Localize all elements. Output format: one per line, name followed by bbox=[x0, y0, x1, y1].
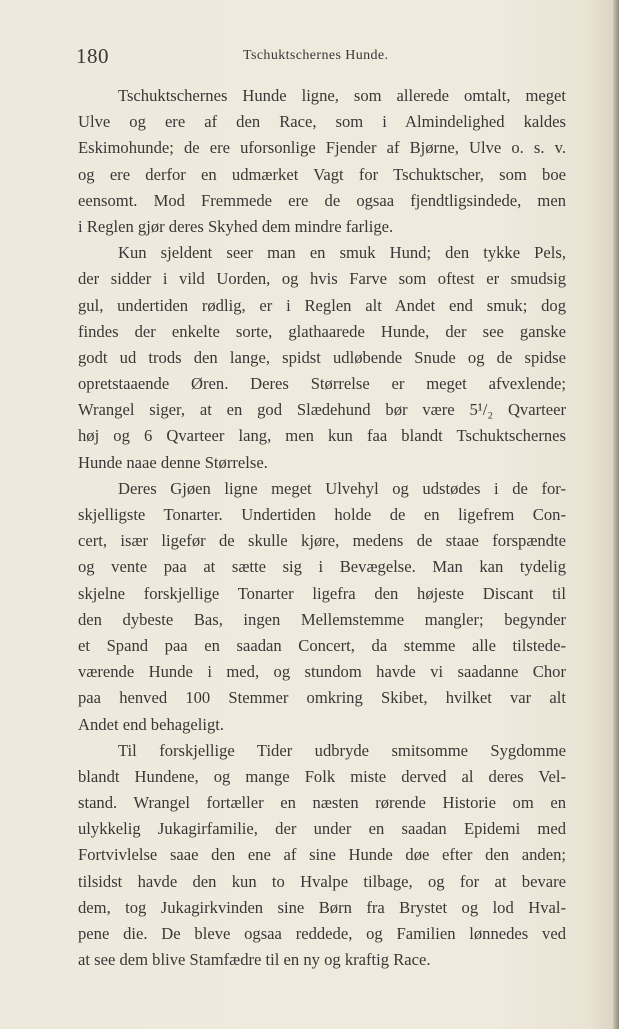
text-line: værende Hunde i med, og stundom havde vi saadanne Chor bbox=[78, 662, 566, 682]
paragraph bbox=[78, 738, 566, 974]
paragraph bbox=[78, 83, 566, 240]
text-line: Hunde naae denne Størrelse. bbox=[78, 452, 268, 472]
text-line: blandt Hundene, og mange Folk miste derved al deres Vel- bbox=[78, 766, 566, 786]
text-line: og ere derfor en udmærket Vagt for Tschuktscher, som boe bbox=[78, 164, 566, 184]
page-number: 180 bbox=[76, 44, 109, 68]
text-line: et Spand paa en saadan Concert, da stemme alle tilstede- bbox=[78, 635, 566, 655]
text-line: eensomt. Mod Fremmede ere de ogsaa fjendtligsindede, men bbox=[78, 190, 566, 210]
body-text bbox=[78, 83, 566, 973]
text-line: skjelne forskjellige Tonarter ligefra den højeste Discant til bbox=[78, 583, 566, 603]
page-edge bbox=[613, 0, 619, 1029]
text-line: i Reglen gjør deres Skyhed dem mindre farlige. bbox=[78, 216, 394, 236]
text-line: findes der enkelte sorte, glathaarede Hunde, der see ganske bbox=[78, 321, 566, 341]
page-header bbox=[0, 44, 619, 70]
text-line: Tschuktschernes Hunde ligne, som allerede omtalt, meget bbox=[118, 86, 566, 105]
text-line: stand. Wrangel fortæller en næsten rørende Historie om en bbox=[78, 793, 566, 813]
text-line: Kun sjeldent seer man en smuk Hund; den tykke Pels, bbox=[118, 243, 566, 263]
text-line: opretstaaende Øren. Deres Størrelse er meget afvexlende; bbox=[78, 374, 566, 394]
paragraph bbox=[78, 476, 566, 738]
text-line: cert, især ligefør de skulle kjøre, medens de staae forspændte bbox=[78, 531, 566, 551]
text-line: Fortvivlelse saae den ene af sine Hunde døe efter den anden; bbox=[78, 845, 566, 865]
text-line: gul, undertiden rødlig, er i Reglen alt Andet end smuk; dog bbox=[78, 295, 566, 315]
text-line: skjelligste Tonarter. Undertiden holde de en ligefrem Con- bbox=[78, 505, 566, 524]
text-line: paa henved 100 Stemmer omkring Skibet, hvilket var alt bbox=[78, 688, 566, 708]
text-line: og vente paa at sætte sig i Bevægelse. Man kan tydelig bbox=[78, 557, 566, 577]
text-line: Wrangel siger, at en god Slædehund bør være 5¹/₂ Qvarteer bbox=[78, 400, 566, 420]
text-line: dem, tog Jukagirkvinden sine Børn fra Brystet og lod Hval- bbox=[78, 897, 566, 917]
text-line: høj og 6 Qvarteer lang, men kun faa blandt Tschuktschernes bbox=[78, 426, 566, 446]
text-line: Til forskjellige Tider udbrydе smitsomme Sygdomme bbox=[118, 740, 566, 760]
text-line: Andet end behageligt. bbox=[78, 714, 225, 734]
running-title: Tschuktschernes Hunde. bbox=[243, 48, 389, 63]
text-line: Deres Gjøen ligne meget Ulvehyl og udstødes i de for- bbox=[118, 478, 566, 498]
text-line: tilsidst havde den kun to Hvalpe tilbage, og for at bevare bbox=[78, 871, 566, 891]
text-line: pene die. De bleve ogsaa reddede, og Familien lønnedes ved bbox=[78, 924, 566, 943]
text-line: den dybeste Bas, ingen Mellemstemme mangler; begynder bbox=[78, 609, 566, 629]
text-line: godt ud trods den lange, spidst udløbende Snude og de spidse bbox=[78, 347, 566, 367]
text-line: at see dem blive Stamfædre til en ny og kraftig Race. bbox=[78, 950, 431, 970]
text-line: Eskimohunde; de ere uforsonlige Fjender af Bjørne, Ulve o. s. v. bbox=[78, 138, 566, 158]
text-line: der sidder i vild Uorden, og hvis Farve som oftest er smudsig bbox=[78, 269, 566, 289]
paragraph bbox=[78, 240, 566, 476]
text-line: ulykkelig Jukagirfamilie, der under en saadan Epidemi med bbox=[78, 819, 566, 839]
text-line: Ulve og ere af den Race, som i Almindelighed kaldes bbox=[78, 112, 566, 132]
